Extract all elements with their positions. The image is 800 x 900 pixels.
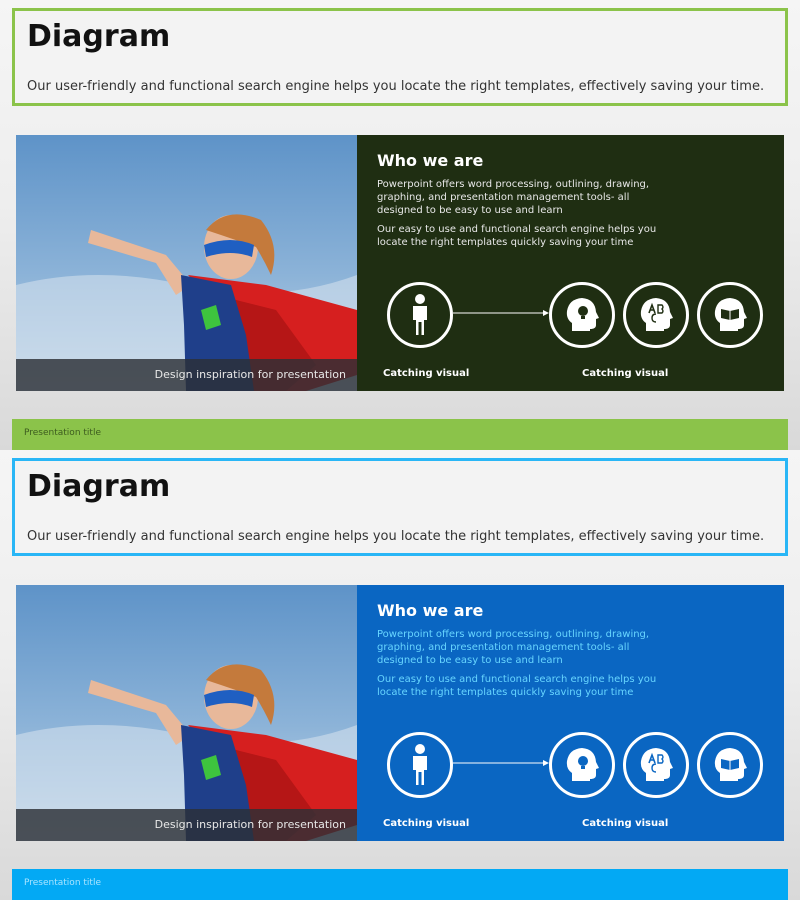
panel-paragraph-2: Our easy to use and functional search engine helps you locate the right templates quickly saving your time bbox=[377, 224, 657, 248]
footer-bar bbox=[12, 869, 788, 900]
superhero-photo bbox=[16, 135, 357, 391]
footer-text: Presentation title bbox=[24, 428, 101, 438]
footer-bar bbox=[12, 419, 788, 450]
superhero-kid-illustration bbox=[16, 585, 357, 841]
title-box bbox=[12, 8, 788, 106]
slide-subtitle: Our user-friendly and functional search engine helps you locate the right templates, effectively saving your time. bbox=[27, 79, 765, 94]
arrow-right-icon bbox=[453, 310, 549, 316]
diagram-label-right: Catching visual bbox=[582, 818, 669, 829]
panel-paragraph-2: Our easy to use and functional search engine helps you locate the right templates quickly saving your time bbox=[377, 674, 657, 698]
slide-title: Diagram bbox=[27, 469, 171, 504]
head-abc-icon bbox=[623, 282, 689, 348]
diagram-label-left: Catching visual bbox=[383, 818, 470, 829]
head-abc-icon bbox=[623, 732, 689, 798]
photo-caption: Design inspiration for presentation bbox=[154, 368, 346, 381]
photo-caption-bar bbox=[16, 809, 357, 841]
superhero-kid-illustration bbox=[16, 135, 357, 391]
panel-heading: Who we are bbox=[377, 601, 484, 620]
diagram-label-left: Catching visual bbox=[383, 368, 470, 379]
superhero-photo bbox=[16, 585, 357, 841]
banner bbox=[16, 135, 784, 391]
slide-blue bbox=[0, 450, 800, 900]
banner bbox=[16, 585, 784, 841]
title-box bbox=[12, 458, 788, 556]
head-lightbulb-icon bbox=[549, 732, 615, 798]
arrow-right-icon bbox=[453, 760, 549, 766]
diagram-label-right: Catching visual bbox=[582, 368, 669, 379]
footer-text: Presentation title bbox=[24, 878, 101, 888]
photo-caption-bar bbox=[16, 359, 357, 391]
person-icon bbox=[387, 282, 453, 348]
person-icon bbox=[387, 732, 453, 798]
head-lightbulb-icon bbox=[549, 282, 615, 348]
head-book-icon bbox=[697, 732, 763, 798]
panel-paragraph-1: Powerpoint offers word processing, outlining, drawing, graphing, and presentation management tools- all designed to be easy to use and learn bbox=[377, 179, 650, 216]
slide-title: Diagram bbox=[27, 19, 171, 54]
who-we-are-panel bbox=[357, 135, 784, 391]
panel-heading: Who we are bbox=[377, 151, 484, 170]
slide-subtitle: Our user-friendly and functional search engine helps you locate the right templates, effectively saving your time. bbox=[27, 529, 765, 544]
panel-paragraph-1: Powerpoint offers word processing, outlining, drawing, graphing, and presentation management tools- all designed to be easy to use and learn bbox=[377, 629, 650, 666]
head-book-icon bbox=[697, 282, 763, 348]
who-we-are-panel bbox=[357, 585, 784, 841]
photo-caption: Design inspiration for presentation bbox=[154, 818, 346, 831]
